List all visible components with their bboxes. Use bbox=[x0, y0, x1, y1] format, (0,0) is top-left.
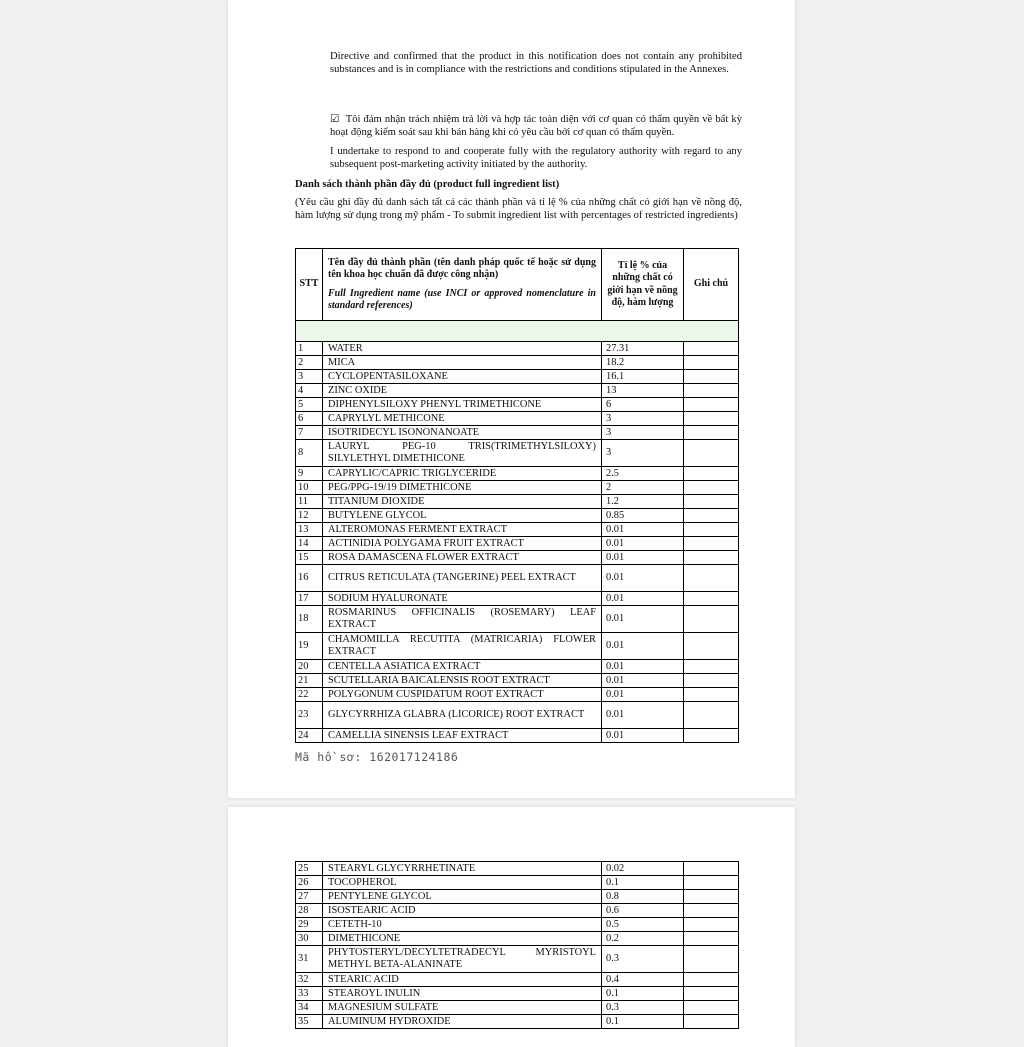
row-number: 25 bbox=[296, 862, 323, 876]
ingredient-name: CYCLOPENTASILOXANE bbox=[323, 370, 602, 384]
row-number: 15 bbox=[296, 551, 323, 565]
ingredient-percentage: 0.01 bbox=[602, 660, 684, 674]
ingredient-percentage: 16.1 bbox=[602, 370, 684, 384]
ingredient-note bbox=[684, 904, 739, 918]
ingredient-name: STEARYL GLYCYRRHETINATE bbox=[323, 862, 602, 876]
table-row bbox=[296, 342, 739, 356]
ingredient-note bbox=[684, 467, 739, 481]
table-row bbox=[296, 1001, 739, 1015]
ingredient-percentage: 0.5 bbox=[602, 918, 684, 932]
ingredient-percentage: 6 bbox=[602, 398, 684, 412]
row-number: 5 bbox=[296, 398, 323, 412]
ingredient-percentage: 0.02 bbox=[602, 862, 684, 876]
ingredient-note bbox=[684, 987, 739, 1001]
ingredient-table-page-2 bbox=[295, 861, 739, 1029]
table-row bbox=[296, 674, 739, 688]
ingredient-name: PENTYLENE GLYCOL bbox=[323, 890, 602, 904]
ingredient-name: ALUMINUM HYDROXIDE bbox=[323, 1015, 602, 1029]
ingredient-note bbox=[684, 932, 739, 946]
ingredient-percentage: 3 bbox=[602, 412, 684, 426]
ingredient-percentage: 0.01 bbox=[602, 537, 684, 551]
ingredient-name: MICA bbox=[323, 356, 602, 370]
ingredient-name: MAGNESIUM SULFATE bbox=[323, 1001, 602, 1015]
ingredient-note bbox=[684, 537, 739, 551]
ingredient-percentage: 0.3 bbox=[602, 1001, 684, 1015]
ingredient-note bbox=[684, 606, 739, 633]
header-name-vi: Tên đầy đủ thành phần (tên danh pháp quốc tế hoặc sử dụng tên khoa học chuẩn đã được công nhận) bbox=[328, 256, 596, 280]
ingredient-note bbox=[684, 412, 739, 426]
row-number: 30 bbox=[296, 932, 323, 946]
ingredient-note bbox=[684, 370, 739, 384]
ingredient-name: ACTINIDIA POLYGAMA FRUIT EXTRACT bbox=[323, 537, 602, 551]
table-row bbox=[296, 495, 739, 509]
row-number: 22 bbox=[296, 688, 323, 702]
ingredient-percentage: 0.01 bbox=[602, 592, 684, 606]
row-number: 21 bbox=[296, 674, 323, 688]
ingredient-note bbox=[684, 551, 739, 565]
row-number: 26 bbox=[296, 876, 323, 890]
row-number: 20 bbox=[296, 660, 323, 674]
ingredient-note bbox=[684, 862, 739, 876]
ingredient-percentage: 0.8 bbox=[602, 890, 684, 904]
ingredient-note bbox=[684, 565, 739, 592]
row-number: 33 bbox=[296, 987, 323, 1001]
table-row bbox=[296, 384, 739, 398]
row-number: 18 bbox=[296, 606, 323, 633]
ingredient-name: ROSMARINUS OFFICINALIS (ROSEMARY) LEAF EXTRACT bbox=[323, 606, 602, 633]
ingredient-percentage: 0.85 bbox=[602, 509, 684, 523]
table-row bbox=[296, 932, 739, 946]
row-number: 3 bbox=[296, 370, 323, 384]
row-number: 28 bbox=[296, 904, 323, 918]
ingredient-note bbox=[684, 398, 739, 412]
table-row bbox=[296, 633, 739, 660]
row-number: 17 bbox=[296, 592, 323, 606]
table-row bbox=[296, 356, 739, 370]
table-row bbox=[296, 890, 739, 904]
header-stt: STT bbox=[296, 249, 323, 321]
ingredient-percentage: 13 bbox=[602, 384, 684, 398]
ingredient-name: ROSA DAMASCENA FLOWER EXTRACT bbox=[323, 551, 602, 565]
ingredient-note bbox=[684, 633, 739, 660]
ingredient-name: CHAMOMILLA RECUTITA (MATRICARIA) FLOWER EXTRACT bbox=[323, 633, 602, 660]
ingredient-note bbox=[684, 876, 739, 890]
table-row bbox=[296, 481, 739, 495]
ingredient-list-note: (Yêu cầu ghi đầy đủ danh sách tất cả các thành phần và tỉ lệ % của những chất có giới hạn về nồng độ, hàm lượng sử dụng trong mỹ phẩm - To submit ingredient list with percentages of restricted ingredients) bbox=[295, 197, 742, 221]
ingredient-name: ALTEROMONAS FERMENT EXTRACT bbox=[323, 523, 602, 537]
ingredient-name: DIPHENYLSILOXY PHENYL TRIMETHICONE bbox=[323, 398, 602, 412]
table-row bbox=[296, 702, 739, 729]
ingredient-percentage: 0.01 bbox=[602, 688, 684, 702]
table-row bbox=[296, 537, 739, 551]
ingredient-list-heading: Danh sách thành phần đầy đủ (product full ingredient list) bbox=[295, 179, 560, 190]
ingredient-name: LAURYL PEG-10 TRIS(TRIMETHYLSILOXY) SILYLETHYL DIMETHICONE bbox=[323, 440, 602, 467]
ingredient-note bbox=[684, 729, 739, 743]
ingredient-percentage: 0.1 bbox=[602, 876, 684, 890]
table-row bbox=[296, 412, 739, 426]
ingredient-percentage: 0.3 bbox=[602, 946, 684, 973]
row-number: 32 bbox=[296, 973, 323, 987]
ingredient-percentage: 0.01 bbox=[602, 729, 684, 743]
ingredient-note bbox=[684, 1001, 739, 1015]
ingredient-note bbox=[684, 973, 739, 987]
ingredient-percentage: 0.1 bbox=[602, 987, 684, 1001]
table-row bbox=[296, 523, 739, 537]
row-number: 2 bbox=[296, 356, 323, 370]
ingredient-name: WATER bbox=[323, 342, 602, 356]
ingredient-name: TITANIUM DIOXIDE bbox=[323, 495, 602, 509]
row-number: 16 bbox=[296, 565, 323, 592]
table-row bbox=[296, 946, 739, 973]
header-name-en: Full Ingredient name (use INCI or approved nomenclature in standard references) bbox=[328, 287, 596, 311]
row-number: 19 bbox=[296, 633, 323, 660]
table-row bbox=[296, 876, 739, 890]
ingredient-name: CAPRYLYL METHICONE bbox=[323, 412, 602, 426]
table-row bbox=[296, 440, 739, 467]
ingredient-percentage: 0.01 bbox=[602, 551, 684, 565]
ingredient-name: ZINC OXIDE bbox=[323, 384, 602, 398]
table-row bbox=[296, 509, 739, 523]
ingredient-percentage: 0.2 bbox=[602, 932, 684, 946]
header-note: Ghi chú bbox=[684, 249, 739, 321]
spacer-cell bbox=[296, 321, 739, 342]
document-page-2 bbox=[228, 807, 795, 1047]
table-row bbox=[296, 987, 739, 1001]
ingredient-percentage: 0.01 bbox=[602, 523, 684, 537]
row-number: 35 bbox=[296, 1015, 323, 1029]
row-number: 34 bbox=[296, 1001, 323, 1015]
table-row bbox=[296, 918, 739, 932]
ingredient-name: CAPRYLIC/CAPRIC TRIGLYCERIDE bbox=[323, 467, 602, 481]
ingredient-note bbox=[684, 495, 739, 509]
ingredient-note bbox=[684, 509, 739, 523]
row-number: 1 bbox=[296, 342, 323, 356]
header-ratio: Tỉ lệ % của những chất có giới hạn về nồng độ, hàm lượng bbox=[602, 249, 684, 321]
ingredient-note bbox=[684, 592, 739, 606]
dossier-code: Mã hồ sơ: 162017124186 bbox=[295, 750, 459, 764]
ingredient-name: PHYTOSTERYL/DECYLTETRADECYL MYRISTOYL METHYL BETA-ALANINATE bbox=[323, 946, 602, 973]
table-row bbox=[296, 1015, 739, 1029]
table-spacer-row bbox=[296, 321, 739, 342]
commitment-vi-text: Tôi đảm nhận trách nhiệm trả lời và hợp tác toàn diện với cơ quan có thẩm quyền về bất kỳ hoạt động kiểm soát sau khi bán hàng khi có yêu cầu bởi cơ quan có thẩm quyền. bbox=[330, 114, 742, 138]
table-row bbox=[296, 551, 739, 565]
ingredient-note bbox=[684, 523, 739, 537]
row-number: 29 bbox=[296, 918, 323, 932]
ingredient-note bbox=[684, 426, 739, 440]
ingredient-name: CETETH-10 bbox=[323, 918, 602, 932]
ingredient-percentage: 2 bbox=[602, 481, 684, 495]
table-row bbox=[296, 592, 739, 606]
table-header-row bbox=[296, 249, 739, 321]
commitment-block bbox=[330, 113, 742, 171]
ingredient-name: DIMETHICONE bbox=[323, 932, 602, 946]
ingredient-name: ISOTRIDECYL ISONONANOATE bbox=[323, 426, 602, 440]
ingredient-percentage: 0.01 bbox=[602, 565, 684, 592]
ingredient-name: CENTELLA ASIATICA EXTRACT bbox=[323, 660, 602, 674]
row-number: 10 bbox=[296, 481, 323, 495]
header-ingredient-name bbox=[323, 249, 602, 321]
ingredient-note bbox=[684, 946, 739, 973]
ingredient-note bbox=[684, 356, 739, 370]
ingredient-percentage: 0.01 bbox=[602, 633, 684, 660]
intro-text: Directive and confirmed that the product in this notification does not contain any prohibited substances and is in compliance with the restrictions and conditions stipulated in the Annexes. bbox=[330, 51, 742, 75]
ingredient-name: PEG/PPG-19/19 DIMETHICONE bbox=[323, 481, 602, 495]
document-page-1 bbox=[228, 0, 795, 798]
ingredient-percentage: 2.5 bbox=[602, 467, 684, 481]
ingredient-percentage: 0.01 bbox=[602, 674, 684, 688]
ingredient-name: GLYCYRRHIZA GLABRA (LICORICE) ROOT EXTRACT bbox=[323, 702, 602, 729]
table-row bbox=[296, 729, 739, 743]
table-row bbox=[296, 426, 739, 440]
ingredient-note bbox=[684, 384, 739, 398]
ingredient-note bbox=[684, 440, 739, 467]
ingredient-note bbox=[684, 660, 739, 674]
row-number: 8 bbox=[296, 440, 323, 467]
table-row bbox=[296, 688, 739, 702]
ingredient-name: ISOSTEARIC ACID bbox=[323, 904, 602, 918]
ingredient-percentage: 27.31 bbox=[602, 342, 684, 356]
ingredient-percentage: 18.2 bbox=[602, 356, 684, 370]
ingredient-note bbox=[684, 688, 739, 702]
table-row bbox=[296, 467, 739, 481]
row-number: 12 bbox=[296, 509, 323, 523]
table-row bbox=[296, 565, 739, 592]
table-row bbox=[296, 660, 739, 674]
row-number: 14 bbox=[296, 537, 323, 551]
ingredient-percentage: 0.01 bbox=[602, 606, 684, 633]
ingredient-name: POLYGONUM CUSPIDATUM ROOT EXTRACT bbox=[323, 688, 602, 702]
table-row bbox=[296, 606, 739, 633]
ingredient-name: BUTYLENE GLYCOL bbox=[323, 509, 602, 523]
commitment-vi-paragraph bbox=[330, 113, 742, 139]
table-row bbox=[296, 973, 739, 987]
table-row bbox=[296, 398, 739, 412]
ingredient-name: SCUTELLARIA BAICALENSIS ROOT EXTRACT bbox=[323, 674, 602, 688]
ingredient-note bbox=[684, 342, 739, 356]
ingredient-name: CAMELLIA SINENSIS LEAF EXTRACT bbox=[323, 729, 602, 743]
ingredient-percentage: 0.01 bbox=[602, 702, 684, 729]
row-number: 7 bbox=[296, 426, 323, 440]
ingredient-note bbox=[684, 481, 739, 495]
row-number: 6 bbox=[296, 412, 323, 426]
row-number: 11 bbox=[296, 495, 323, 509]
row-number: 23 bbox=[296, 702, 323, 729]
row-number: 9 bbox=[296, 467, 323, 481]
ingredient-name: CITRUS RETICULATA (TANGERINE) PEEL EXTRACT bbox=[323, 565, 602, 592]
ingredient-table-page-1 bbox=[295, 248, 739, 743]
ingredient-percentage: 3 bbox=[602, 440, 684, 467]
table-row bbox=[296, 370, 739, 384]
ingredient-note bbox=[684, 674, 739, 688]
row-number: 31 bbox=[296, 946, 323, 973]
ingredient-percentage: 0.4 bbox=[602, 973, 684, 987]
commitment-en-text: I undertake to respond to and cooperate fully with the regulatory authority with regard to any subsequent post-marketing activity initiated by the authority. bbox=[330, 146, 742, 170]
ingredient-percentage: 3 bbox=[602, 426, 684, 440]
row-number: 13 bbox=[296, 523, 323, 537]
ingredient-note bbox=[684, 1015, 739, 1029]
table-row bbox=[296, 862, 739, 876]
intro-paragraph bbox=[330, 50, 742, 76]
ingredient-percentage: 0.1 bbox=[602, 1015, 684, 1029]
checkbox-icon[interactable]: ☑ bbox=[330, 114, 340, 125]
ingredient-note bbox=[684, 890, 739, 904]
ingredient-name: STEARIC ACID bbox=[323, 973, 602, 987]
ingredient-name: TOCOPHEROL bbox=[323, 876, 602, 890]
table-row bbox=[296, 904, 739, 918]
ingredient-name: STEAROYL INULIN bbox=[323, 987, 602, 1001]
row-number: 24 bbox=[296, 729, 323, 743]
row-number: 4 bbox=[296, 384, 323, 398]
ingredient-percentage: 0.6 bbox=[602, 904, 684, 918]
ingredient-name: SODIUM HYALURONATE bbox=[323, 592, 602, 606]
ingredient-note bbox=[684, 702, 739, 729]
ingredient-note bbox=[684, 918, 739, 932]
ingredient-percentage: 1.2 bbox=[602, 495, 684, 509]
row-number: 27 bbox=[296, 890, 323, 904]
